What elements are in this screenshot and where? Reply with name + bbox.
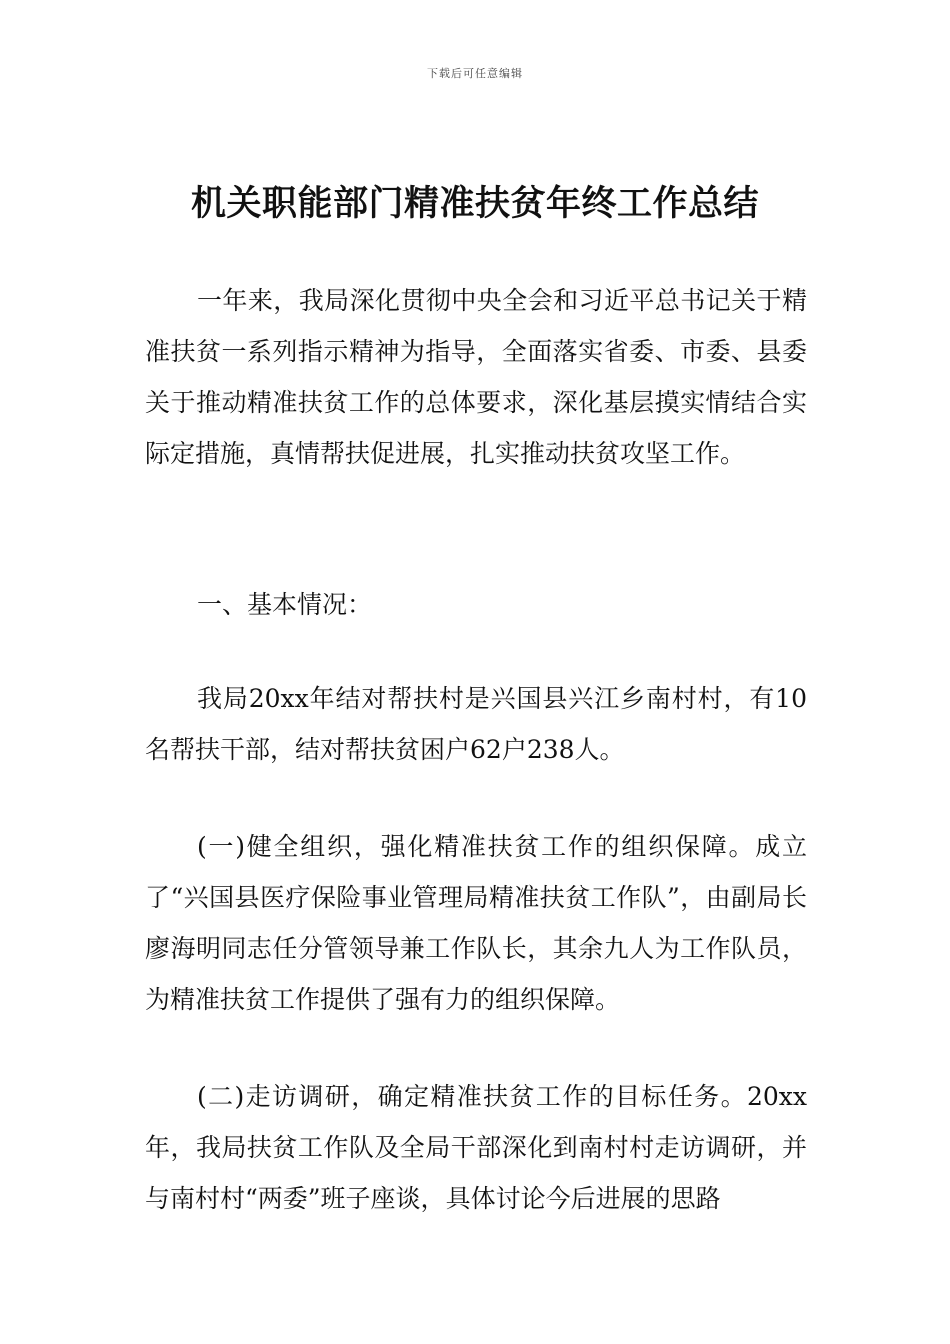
header-note: 下载后可任意编辑 <box>427 67 523 80</box>
paragraph-research: (二)走访调研，确定精准扶贫工作的目标任务。20xx年，我局扶贫工作队及全局干部深化到南村村走访调研，并与南村村“两委”班子座谈，具体讨论今后进展的思路 <box>145 1082 807 1213</box>
section-heading-basic-situation: 一、基本情况： <box>197 590 373 619</box>
paragraph-intro: 一年来，我局深化贯彻中央全会和习近平总书记关于精准扶贫一系列指示精神为指导，全面落实省委、市委、县委关于推动精准扶贫工作的总体要求，深化基层摸实情结合实际定措施，真情帮扶促进展，扎实推动扶贫攻坚工作。 <box>145 286 807 468</box>
paragraph-organization: (一)健全组织，强化精准扶贫工作的组织保障。成立了“兴国县医疗保险事业管理局精准扶贫工作队”，由副局长廖海明同志任分管领导兼工作队长，其余九人为工作队员，为精准扶贫工作提供了强有力的组织保障。 <box>145 832 807 1014</box>
document-title: 机关职能部门精准扶贫年终工作总结 <box>190 184 759 224</box>
paragraph-basic-info: 我局20xx年结对帮扶村是兴国县兴江乡南村村，有10名帮扶干部，结对帮扶贫困户62户238人。 <box>145 684 807 764</box>
